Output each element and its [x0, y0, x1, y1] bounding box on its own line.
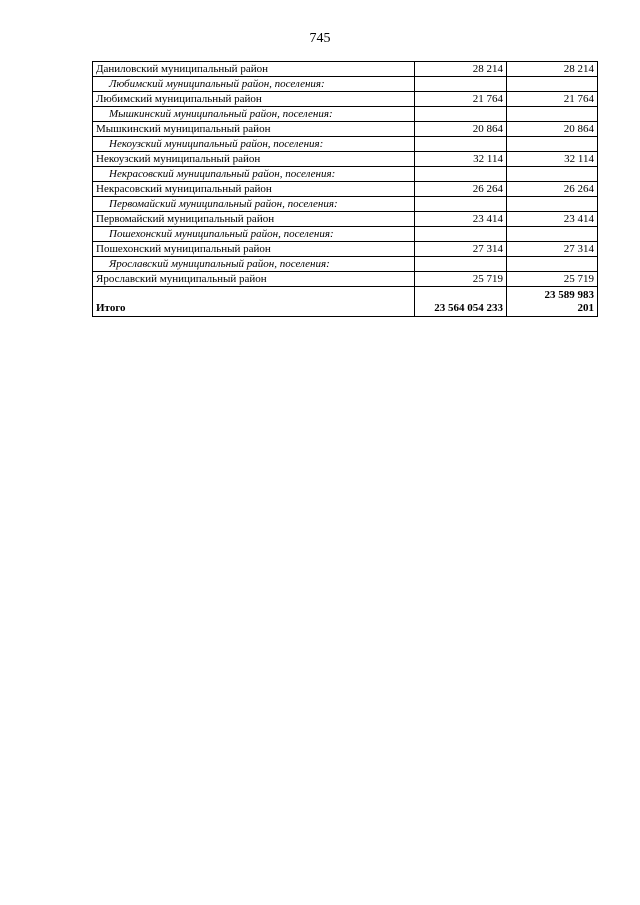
budget-table	[92, 61, 598, 317]
row-value-1: 23 414	[415, 212, 507, 227]
row-value-2: 26 264	[507, 182, 598, 197]
subheading-row	[93, 107, 598, 122]
row-name: Некоузский муниципальный район	[93, 152, 415, 167]
row-value-1	[415, 227, 507, 242]
district-row	[93, 272, 598, 287]
row-name: Первомайский муниципальный район	[93, 212, 415, 227]
row-value-2: 28 214	[507, 62, 598, 77]
row-value-1: 21 764	[415, 92, 507, 107]
row-value-1	[415, 197, 507, 212]
subheading-row	[93, 77, 598, 92]
row-value-1	[415, 167, 507, 182]
row-value-1	[415, 77, 507, 92]
row-value-1: 27 314	[415, 242, 507, 257]
district-row	[93, 62, 598, 77]
row-value-2: 25 719	[507, 272, 598, 287]
subheading-row	[93, 197, 598, 212]
total-label: Итого	[93, 287, 415, 317]
row-name: Некоузский муниципальный район, поселения:	[93, 137, 415, 152]
row-value-2: 23 414	[507, 212, 598, 227]
row-value-2	[507, 227, 598, 242]
subheading-row	[93, 227, 598, 242]
row-value-2	[507, 77, 598, 92]
district-row	[93, 92, 598, 107]
subheading-row	[93, 257, 598, 272]
row-value-2	[507, 137, 598, 152]
row-name: Пошехонский муниципальный район	[93, 242, 415, 257]
row-name: Ярославский муниципальный район, поселения:	[93, 257, 415, 272]
row-value-1: 32 114	[415, 152, 507, 167]
row-name: Мышкинский муниципальный район	[93, 122, 415, 137]
row-value-1	[415, 257, 507, 272]
subheading-row	[93, 137, 598, 152]
row-value-2	[507, 107, 598, 122]
row-value-2: 32 114	[507, 152, 598, 167]
row-value-2	[507, 167, 598, 182]
total-value-2-line-1: 23 589 983	[544, 289, 594, 301]
row-name: Ярославский муниципальный район	[93, 272, 415, 287]
row-value-2: 27 314	[507, 242, 598, 257]
row-name: Первомайский муниципальный район, поселения:	[93, 197, 415, 212]
row-name: Мышкинский муниципальный район, поселения:	[93, 107, 415, 122]
row-value-1	[415, 137, 507, 152]
row-name: Любимский муниципальный район	[93, 92, 415, 107]
total-value-2	[507, 287, 598, 317]
row-value-1: 20 864	[415, 122, 507, 137]
row-name: Пошехонский муниципальный район, поселения:	[93, 227, 415, 242]
district-row	[93, 182, 598, 197]
subheading-row	[93, 167, 598, 182]
row-name: Некрасовский муниципальный район	[93, 182, 415, 197]
row-value-1	[415, 107, 507, 122]
district-row	[93, 212, 598, 227]
row-value-2: 20 864	[507, 122, 598, 137]
total-value-1: 23 564 054 233	[415, 287, 507, 317]
row-value-1: 28 214	[415, 62, 507, 77]
row-name: Любимский муниципальный район, поселения:	[93, 77, 415, 92]
row-value-2	[507, 257, 598, 272]
district-row	[93, 152, 598, 167]
district-row	[93, 242, 598, 257]
row-value-1: 26 264	[415, 182, 507, 197]
row-value-2	[507, 197, 598, 212]
row-name: Даниловский муниципальный район	[93, 62, 415, 77]
district-row	[93, 122, 598, 137]
row-value-2: 21 764	[507, 92, 598, 107]
table-body	[93, 62, 598, 317]
page-number: 745	[309, 31, 331, 46]
row-name: Некрасовский муниципальный район, поселения:	[93, 167, 415, 182]
total-value-2-line-2: 201	[577, 302, 594, 314]
row-value-1: 25 719	[415, 272, 507, 287]
total-row	[93, 287, 598, 317]
